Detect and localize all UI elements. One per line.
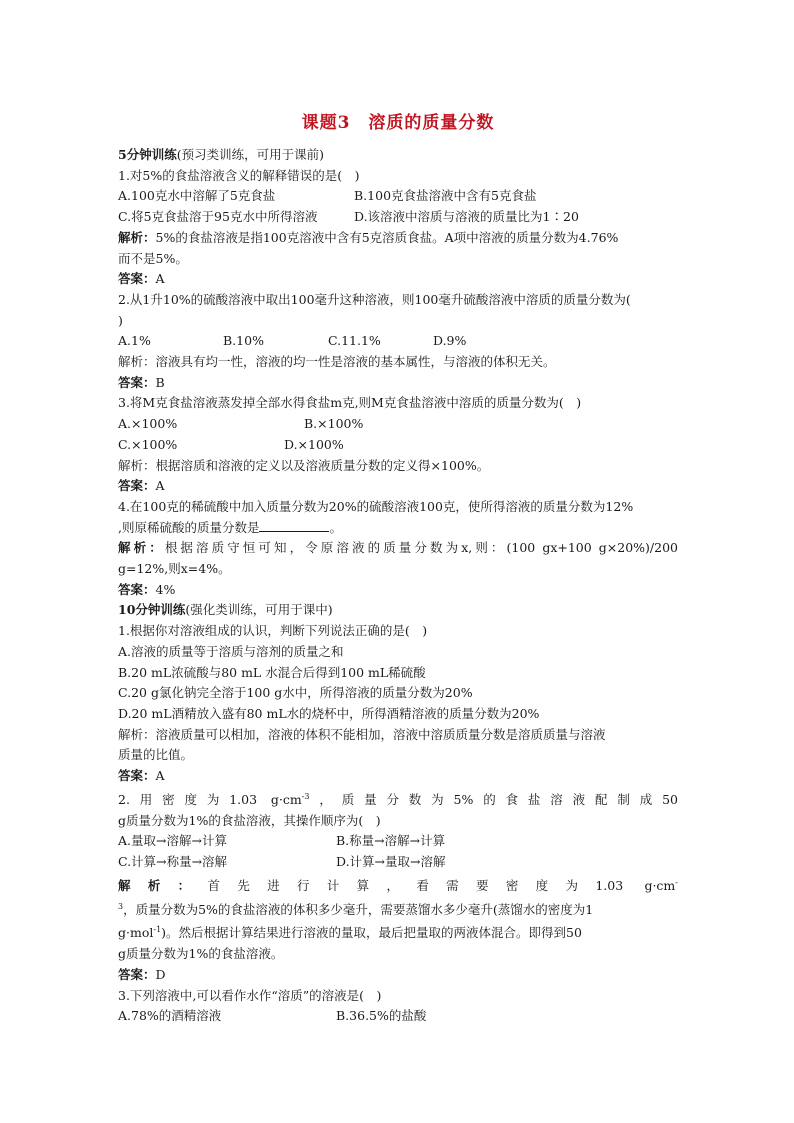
answer-label: 答案： [118, 271, 156, 287]
question-stem [118, 787, 678, 811]
option-row [118, 852, 678, 873]
option-b: B.100克食盐溶液中含有5克食盐 [354, 188, 537, 204]
superscript: 3 [118, 901, 124, 911]
answer-label: 答案： [118, 967, 156, 983]
superscript: -3 [301, 791, 310, 801]
question-stem: 4.在100克的稀硫酸中加入质量分数为20%的硫酸溶液100克，使所得溶液的质量分数为12% [118, 498, 634, 514]
answer-value: A [155, 478, 165, 494]
section-heading-5min [118, 145, 678, 166]
analysis-text: 根据溶质守恒可知，令原溶液的质量分数为x,则：(100 gx+100 g×20%)/200 [164, 540, 678, 556]
answer-value: 4% [155, 581, 176, 597]
stem-text-rest: ，质量分数为5%的食盐溶液配制成50 [309, 791, 678, 807]
question-stem: 3.下列溶液中,可以看作水作“溶质”的溶液是( ) [118, 987, 382, 1003]
answer [118, 269, 678, 290]
analysis-continued [118, 897, 678, 921]
analysis-text: ，质量分数为5%的食盐溶液的体积多少毫升，需要蒸馏水多少毫升(蒸馏水的密度为1 [123, 901, 594, 917]
section-heading-label: 5分钟训练 [118, 147, 177, 162]
option-d: D.9% [433, 333, 467, 349]
answer-value: A [155, 271, 165, 287]
option-a: A.溶液的质量等于溶质与溶剂的质量之和 [118, 643, 344, 659]
option-a: A.1% [118, 333, 151, 349]
option-a: A.100克水中溶解了5克食盐 [118, 188, 276, 204]
option-a: A.78%的酒精溶液 [118, 1008, 222, 1024]
analysis-label: 解析： [118, 457, 156, 473]
analysis-text: 5%的食盐溶液是指100克溶液中含有5克溶质食盐。A项中溶液的质量分数为4.76% [155, 229, 619, 245]
stem-end: 。 [329, 519, 342, 535]
option-d: D.20 mL酒精放入盛有80 mL水的烧杯中，所得酒精溶液的质量分数为20% [118, 705, 540, 721]
section-heading-10min [118, 600, 678, 621]
option-d: D.×100% [284, 436, 344, 452]
analysis-label: 解析： [118, 229, 156, 245]
option-b: B.×100% [304, 416, 364, 432]
option-a: A.×100% [118, 416, 178, 432]
analysis-text-rest: )。然后根据计算结果进行溶液的量取，最后把量取的两液体混合。即得到50 [161, 925, 582, 941]
question-stem-continued: ) [118, 312, 123, 328]
option-c: C.计算→称量→溶解 [118, 854, 228, 870]
option-c: C.20 g氯化钠完全溶于100 g水中，所得溶液的质量分数为20% [118, 685, 473, 701]
option-b: B.36.5%的盐酸 [336, 1008, 427, 1024]
answer-value: B [155, 374, 165, 390]
analysis-continued: 而不是5%。 [118, 250, 188, 266]
analysis-text: 溶液质量可以相加，溶液的体积不能相加，溶液中溶质质量分数是溶质质量与溶液 [155, 726, 606, 742]
stem-text: ,则原稀硫酸的质量分数是 [118, 519, 260, 535]
analysis-text: 溶液具有均一性，溶液的均一性是溶液的基本属性，与溶液的体积无关。 [155, 354, 556, 370]
question-stem: 2.从1升10%的硫酸溶液中取出100毫升这种溶液，则100毫升硫酸溶液中溶质的质量分数为( [118, 291, 631, 307]
question-stem: 3.将M克食盐溶液蒸发掉全部水得食盐m克,则M克食盐溶液中溶质的质量分数为( ) [118, 395, 582, 411]
superscript: - [675, 877, 678, 887]
analysis [118, 456, 678, 477]
analysis-continued: g=12%,则x=4%。 [118, 561, 231, 577]
analysis [118, 228, 678, 249]
answer-value: A [155, 768, 165, 784]
analysis-continued [118, 920, 678, 944]
option-b: B.称量→溶解→计算 [336, 833, 446, 849]
answer-label: 答案： [118, 374, 156, 390]
section-heading-note: (预习类训练，可用于课前) [176, 147, 324, 162]
analysis [118, 352, 678, 373]
question-stem: 1.对5%的食盐溶液含义的解释错误的是( ) [118, 167, 360, 183]
option-row [118, 186, 678, 207]
stem-text: 2.用密度为1.03 g·cm [118, 791, 302, 807]
analysis [118, 538, 678, 559]
answer [118, 965, 678, 986]
document-page [118, 100, 678, 1027]
page-title: 课题3 溶质的质量分数 [301, 113, 495, 133]
answer [118, 580, 678, 601]
analysis-continued: g质量分数为1%的食盐溶液。 [118, 946, 284, 962]
answer-label: 答案： [118, 768, 156, 784]
option-c: C.11.1% [328, 333, 381, 349]
option-a: A.量取→溶解→计算 [118, 833, 227, 849]
answer-blank [259, 518, 329, 532]
answer [118, 766, 678, 787]
analysis-label: 解析： [118, 354, 156, 370]
option-d: D.计算→量取→溶解 [336, 854, 446, 870]
answer-value: D [155, 967, 166, 983]
option-b: B.20 mL浓硫酸与80 mL 水混合后得到100 mL稀硫酸 [118, 664, 426, 680]
option-c: C.将5克食盐溶于95克水中所得溶液 [118, 209, 318, 225]
option-b: B.10% [223, 333, 264, 349]
option-row [118, 331, 678, 352]
analysis-text: g·mol [118, 925, 154, 941]
analysis-continued: 质量的比值。 [118, 747, 194, 763]
option-row [118, 414, 678, 435]
analysis-label: 解析： [118, 540, 165, 556]
question-stem: 1.根据你对溶液组成的认识，判断下列说法正确的是( ) [118, 623, 428, 639]
analysis-text: 首先进行计算，看需要密度为1.03 g·cm [207, 877, 676, 893]
question-stem-continued [118, 518, 678, 539]
superscript: -1 [153, 925, 162, 935]
analysis [118, 873, 678, 897]
option-row [118, 1006, 678, 1027]
analysis-label: 解析： [118, 726, 156, 742]
option-row [118, 435, 678, 456]
section-heading-label: 10分钟训练 [118, 602, 186, 618]
analysis-text: 根据溶质和溶液的定义以及溶液质量分数的定义得×100%。 [155, 457, 490, 473]
question-stem-continued: g质量分数为1%的食盐溶液，其操作顺序为( ) [118, 812, 381, 828]
section-heading-note: (强化类训练，可用于课中) [185, 602, 333, 618]
option-d: D.该溶液中溶质与溶液的质量比为1∶20 [354, 209, 579, 225]
analysis [118, 725, 678, 746]
option-row [118, 831, 678, 852]
option-row [118, 207, 678, 228]
answer [118, 476, 678, 497]
analysis-label: 解析： [118, 877, 208, 893]
answer-label: 答案： [118, 581, 156, 597]
answer [118, 373, 678, 394]
option-c: C.×100% [118, 436, 178, 452]
answer-label: 答案： [118, 478, 156, 494]
